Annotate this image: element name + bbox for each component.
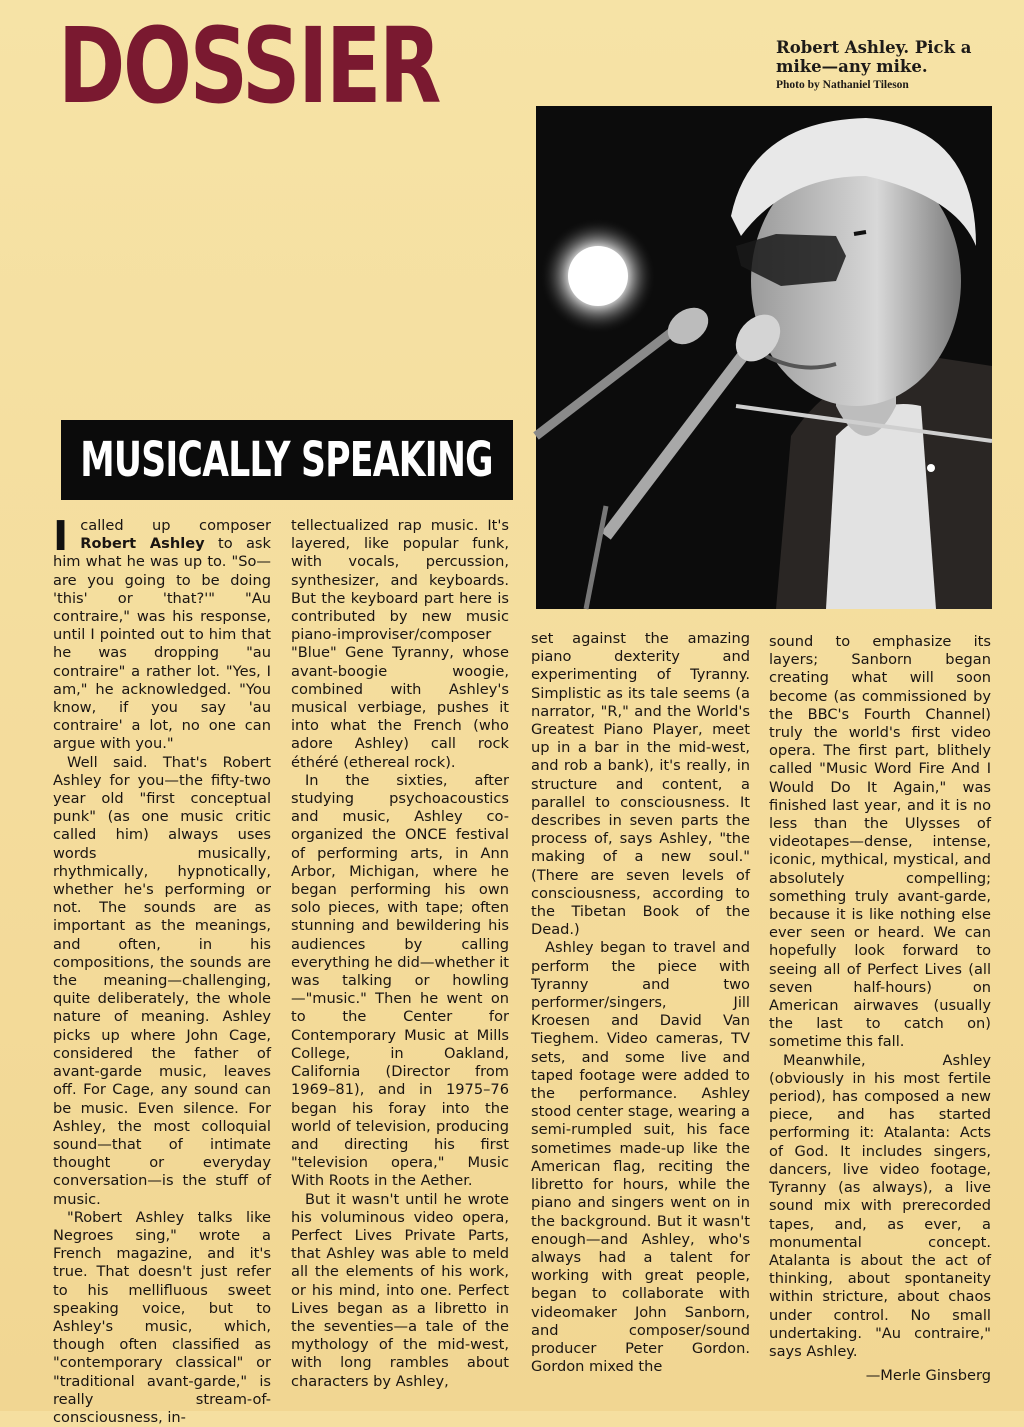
paragraph: tellectualized rap music. It's layered, like popular funk, with vocals, percussion, synthesizer, and keyboards. But the keyboard part here is contributed by new music piano-improviser/composer "Blue" Gene Tyranny, whose avant-boogie woogie, combined with Ashley's musical verbiage, pushes it into what the French (who adore Ashley) call rock éthéré (ethereal rock).	[291, 517, 509, 771]
subject-name: Robert Ashley	[80, 535, 205, 553]
paragraph: Well said. That's Robert Ashley for you—the fifty-two year old "first conceptual punk" (as one music critic called him) always uses words musically, rhythmically, hypnotically, whether he's performing or not. The sounds are as important as the meanings, and often, in his compositions, the sounds are the meaning—challenging, quite deliberately, the whole nature of meaning. Ashley picks up where John Cage, considered the father of avant-garde music, leaves off. For Cage, any sound can be music. Even silence. For Ashley, the most colloquial sound—that of intimate thought or everyday conversation—is the stuff of music.	[53, 753, 271, 1208]
paragraph: sound to emphasize its layers; Sanborn began creating what will soon become (as commissioned by the BBC's Fourth Channel) truly the world's first video opera. The first part, blithely called "Music Word Fire And I Would Do It Again," was finished last year, and it is no less than the Ulysses of videotapes—dense, intense, iconic, mythical, mystical, and absolutely compelling; something truly avant-garde, because it is like nothing else ever seen or heard. We can hopefully look forward to seeing all of Perfect Lives (all seven half-hours) on American airwaves (usually the last to catch on) sometime this fall.	[769, 633, 991, 1051]
lead-text-cont: to ask him what he was up to. "So—are you going to be doing 'this' or 'that?'" "Au contraire," was his response, until I pointed out to him that he was dropping "au contraire" a rather lot. "Yes, I am," he acknowledged. "You know, if you say 'au contraire' a lot, no one can argue with you."	[53, 535, 271, 753]
paragraph: Meanwhile, Ashley (obviously in his most fertile period), has composed a new piece, and has started performing it: Atalanta: Acts of God. It includes singers, dancers, live video footage, Tyranny (as always), a live sound mix with prerecorded tapes, and, as ever, a monumental concept. Atalanta is about the act of thinking, about spontaneity within stricture, about chaos under control. No small undertaking. "Au contraire," says Ashley.	[769, 1051, 991, 1360]
shirt	[826, 404, 936, 609]
paragraph: But it wasn't until he wrote his voluminous video opera, Perfect Lives Private Parts, that Ashley was able to meld all the elements of his work, or his mind, into one. Perfect Lives began as a libretto in the seventies—a tale of the mythology of the mid-west, with long rambles about characters by Ashley,	[291, 1190, 509, 1390]
article-column-1	[53, 512, 271, 1426]
paragraph: "Robert Ashley talks like Negroes sing," wrote a French magazine, and it's true. That doesn't just refer to his mellifluous sweet speaking voice, but to Ashley's music, which, though often classified as "contemporary classical" or "traditional avant-garde," is really stream-of-consciousness, in-	[53, 1208, 271, 1426]
article-title: MUSICALLY SPEAKING	[80, 432, 494, 488]
article-column-3	[531, 630, 750, 1380]
portrait-photo	[536, 106, 992, 609]
paragraph: In the sixties, after studying psychoacoustics and music, Ashley co-organized the ONCE festival of performing arts, in Ann Arbor, Michigan, where he began performing his own solo pieces, with tape; often stunning and bewildering his audiences by calling everything he did—whether it was talking or howling—"music." Then he went on to the Center for Contemporary Music at Mills College, in Oakland, California (Director from 1969–81), and in 1975–76 began his foray into the world of television, producing and directing his first "television opera," Music With Roots in the Aether.	[291, 771, 509, 1190]
photo-credit: Photo by Nathaniel Tileson	[776, 79, 909, 91]
paragraph: set against the amazing piano dexterity and experimenting of Tyranny. Simplistic as its tale seems (a narrator, "R," and the World's Greatest Piano Player, meet up in a bar in the mid-west, and rob a bank), it's really, in structure and content, a parallel to consciousness. It describes in seven parts the process of, says Ashley, "the making of a new soul." (There are seven levels of consciousness, according to the Tibetan Book of the Dead.)	[531, 630, 750, 939]
lead-text: called up composer	[80, 517, 271, 534]
photo-caption: Robert Ashley. Pick a mike—any mike.	[776, 38, 972, 76]
section-masthead: DOSSIER	[58, 5, 440, 127]
portrait-illustration	[536, 106, 992, 609]
article-column-2	[291, 517, 509, 1390]
paragraph: Ashley began to travel and perform the piece with Tyranny and two performer/singers, Jill Kroesen and David Van Tieghem. Video cameras, TV sets, and some live and taped footage were added to the performance. Ashley stood center stage, wearing a semi-rumpled suit, his face sometimes made-up like the American flag, reciting the libretto for hours, while the piano and singers went on in the background. But it wasn't enough—and Ashley, who's always had a talent for working with great people, began to collaborate with videomaker John Sanborn, and composer/sound producer Peter Gordon. Gordon mixed the	[531, 939, 750, 1376]
author-byline: —Merle Ginsberg	[865, 1367, 991, 1385]
drop-cap: I	[53, 512, 69, 560]
article-column-4	[769, 633, 991, 1383]
article-title-banner	[61, 420, 513, 500]
paragraph	[53, 512, 271, 754]
